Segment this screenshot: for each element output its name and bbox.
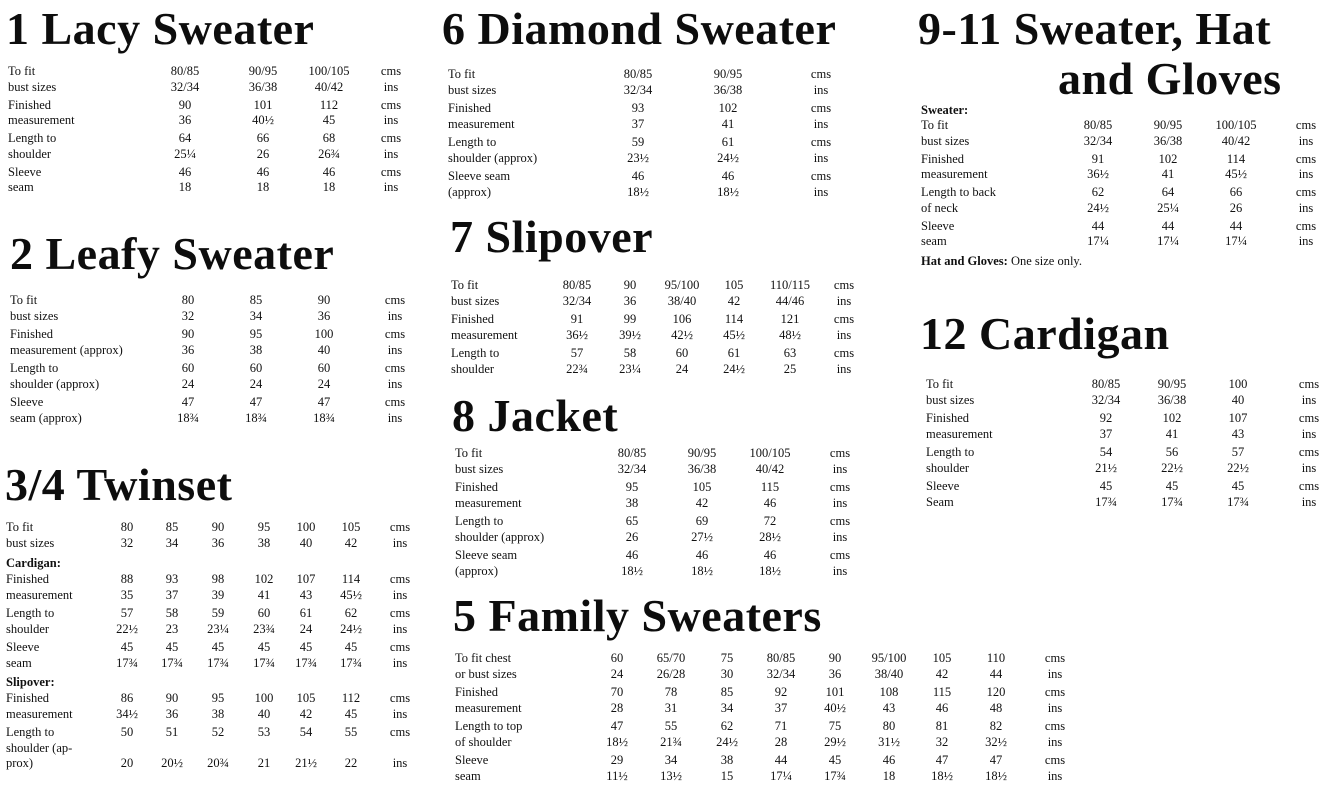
table-row <box>6 572 426 606</box>
size-value: 81 32 <box>935 719 949 749</box>
unit-label: cms ins <box>380 64 402 94</box>
size-value: 45 17¾ <box>116 640 138 670</box>
size-value: 78 31 <box>664 685 678 715</box>
size-value: 75 30 <box>720 651 734 681</box>
size-value: 46 18 <box>322 164 336 194</box>
table-row <box>921 118 1331 152</box>
size-value: 82 32½ <box>985 719 1007 749</box>
table-row <box>455 719 1085 753</box>
unit-label: cms ins <box>833 278 855 308</box>
unit-label: cms ins <box>384 327 406 357</box>
size-value: 66 26 <box>1229 185 1243 215</box>
size-value: 86 34½ <box>116 691 138 721</box>
section-6-title: 6 Diamond Sweater <box>442 3 837 54</box>
table-row <box>921 152 1331 186</box>
row-label: To fit bust sizes <box>10 293 59 323</box>
unit-label: cms ins <box>829 446 851 476</box>
size-value: 72 28½ <box>759 514 781 544</box>
size-value: 101 40½ <box>824 685 846 715</box>
row-label: To fit bust sizes <box>926 377 975 407</box>
size-value: 46 18½ <box>621 548 643 578</box>
section-12-title: 12 Cardigan <box>920 308 1170 359</box>
table-row <box>6 606 426 640</box>
unit-label: cms ins <box>810 101 832 131</box>
row-label: To fit bust sizes <box>921 118 970 148</box>
size-value: 47 18¾ <box>177 395 199 425</box>
unit-label: cms ins <box>1044 719 1066 749</box>
size-value: 61 24½ <box>723 346 745 376</box>
size-value: 45 17¾ <box>340 640 362 670</box>
size-value: 90/95 36/38 <box>687 446 717 476</box>
row-label: To fit bust sizes <box>455 446 504 476</box>
size-value: 61 24 <box>299 606 313 636</box>
row-label: Length to shoulder <box>8 131 57 161</box>
table-row <box>448 135 868 169</box>
size-value: 90/95 36/38 <box>1157 377 1187 407</box>
size-value: 114 45½ <box>723 312 745 342</box>
row-label: To fit chest or bust sizes <box>455 651 517 681</box>
size-value: 47 18¾ <box>245 395 267 425</box>
size-value: 90 36 <box>828 651 842 681</box>
size-value: 102 41 <box>1162 411 1182 441</box>
size-value: 60 24 <box>610 651 624 681</box>
size-value: 95/100 38/40 <box>664 278 700 308</box>
table-row <box>921 185 1331 219</box>
size-value: 95/100 38/40 <box>871 651 907 681</box>
unit-label: cms ins <box>1298 377 1320 407</box>
section-911-note-text: One size only. <box>1007 254 1082 268</box>
size-value: 60 23¾ <box>253 606 275 636</box>
size-value: 85 34 <box>249 293 263 323</box>
size-value: 45 17¾ <box>1161 479 1183 509</box>
row-label: Finished measurement <box>6 572 73 602</box>
size-value: 44 17¼ <box>770 753 792 783</box>
size-value: 105 42 <box>724 278 744 308</box>
size-value: 45 17¾ <box>824 753 846 783</box>
size-value: 93 37 <box>165 572 179 602</box>
size-value: 60 24 <box>317 361 331 391</box>
row-label: Finished measurement (approx) <box>10 327 123 357</box>
size-value: 115 46 <box>760 480 780 510</box>
table-row <box>448 67 868 101</box>
unit-label: cms ins <box>384 361 406 391</box>
size-value: 91 36½ <box>566 312 588 342</box>
table-row <box>10 327 420 361</box>
size-value: 112 45 <box>319 97 339 127</box>
section-7-title: 7 Slipover <box>450 211 654 262</box>
size-value: 66 26 <box>256 131 270 161</box>
section-911-note <box>921 254 1082 269</box>
size-value: 80 32 <box>120 520 134 550</box>
row-label: Length to shoulder <box>926 445 975 475</box>
unit-label: cms ins <box>380 97 402 127</box>
size-value: 44 17¼ <box>1157 218 1179 248</box>
table-row <box>448 101 868 135</box>
size-value: 90 36 <box>211 520 225 550</box>
size-value: 110 44 <box>986 651 1006 681</box>
table-row <box>8 131 408 165</box>
size-value: 90 36 <box>623 278 637 308</box>
size-value: 80/85 32/34 <box>766 651 796 681</box>
row-label: Sleeve seam <box>921 218 955 248</box>
size-value: 65/70 26/28 <box>656 651 686 681</box>
size-value: 46 18½ <box>691 548 713 578</box>
size-value: 60 24 <box>249 361 263 391</box>
row-label: Length to shoulder (approx) <box>10 361 100 391</box>
size-value: 91 36½ <box>1087 151 1109 181</box>
unit-label: cms ins <box>380 164 402 194</box>
table-row <box>8 98 408 132</box>
table-row <box>926 411 1336 445</box>
size-value: 108 43 <box>879 685 899 715</box>
section-1-title: 1 Lacy Sweater <box>6 3 315 54</box>
size-value: 54 21½ <box>295 725 317 770</box>
size-value: 52 20¾ <box>207 725 229 770</box>
size-value: 95 38 <box>625 480 639 510</box>
unit-label: cms ins <box>829 548 851 578</box>
row-label: Finished measurement <box>451 312 518 342</box>
unit-label: cms ins <box>389 691 411 721</box>
size-value: 47 18¾ <box>313 395 335 425</box>
table-row <box>451 346 871 380</box>
size-value: 38 15 <box>720 753 734 783</box>
size-value: 62 24½ <box>716 719 738 749</box>
size-value: 107 43 <box>1228 411 1248 441</box>
size-value: 80/85 32/34 <box>170 64 200 94</box>
size-value: 75 29½ <box>824 719 846 749</box>
size-value: 51 20½ <box>161 725 183 770</box>
size-value: 105 42 <box>341 520 361 550</box>
size-value: 80 31½ <box>878 719 900 749</box>
table-row <box>6 691 426 725</box>
row-label: To fit bust sizes <box>451 278 500 308</box>
size-value: 80/85 32/34 <box>617 446 647 476</box>
subsection-label: Slipover: <box>6 675 55 689</box>
size-value: 114 45½ <box>1225 151 1247 181</box>
row-label: Length to shoulder <box>451 346 500 376</box>
unit-label: cms ins <box>389 520 411 550</box>
section-911-title-line1: 9-11 Sweater, Hat <box>918 3 1272 54</box>
unit-label: cms ins <box>380 131 402 161</box>
size-value: 93 37 <box>631 101 645 131</box>
section-911-note-bold: Hat and Gloves: <box>921 254 1008 268</box>
table-row <box>6 725 426 770</box>
size-value: 92 37 <box>1099 411 1113 441</box>
table-row <box>10 361 420 395</box>
size-value: 100 40 <box>1228 377 1248 407</box>
size-value: 45 17¾ <box>207 640 229 670</box>
row-label: To fit bust sizes <box>8 64 57 94</box>
unit-label: cms ins <box>829 480 851 510</box>
size-value: 58 23¼ <box>619 346 641 376</box>
size-value: 47 18½ <box>985 753 1007 783</box>
size-value: 112 45 <box>341 691 361 721</box>
size-value: 106 42½ <box>671 312 693 342</box>
table-row <box>8 64 408 98</box>
unit-label: cms ins <box>1295 185 1317 215</box>
row-label: Sleeve seam <box>8 164 42 194</box>
size-value: 80/85 32/34 <box>623 67 653 97</box>
row-label: Sleeve Seam <box>926 479 960 509</box>
size-value: 57 22½ <box>116 606 138 636</box>
size-value: 68 26¾ <box>318 131 340 161</box>
size-value: 59 23½ <box>627 135 649 165</box>
unit-label: cms ins <box>1295 218 1317 248</box>
unit-label: cms ins <box>810 135 832 165</box>
unit-label: cms ins <box>833 312 855 342</box>
size-value: 64 25¼ <box>174 131 196 161</box>
size-value: 65 26 <box>625 514 639 544</box>
size-value: 99 39½ <box>619 312 641 342</box>
section-8-title: 8 Jacket <box>452 390 619 441</box>
size-value: 45 17¾ <box>1227 479 1249 509</box>
section-2-title: 2 Leafy Sweater <box>10 228 335 279</box>
size-value: 100/105 40/42 <box>1215 118 1257 148</box>
size-value: 56 22½ <box>1161 445 1183 475</box>
size-value: 57 22¾ <box>566 346 588 376</box>
unit-label: cms ins <box>389 606 411 636</box>
size-value: 105 42 <box>932 651 952 681</box>
table-row <box>6 640 426 674</box>
row-label: Sleeve seam (approx) <box>10 395 82 425</box>
size-value: 98 39 <box>211 572 225 602</box>
row-label: Finished measurement <box>448 101 515 131</box>
size-value: 80/85 32/34 <box>1091 377 1121 407</box>
row-label: Finished measurement <box>6 691 73 721</box>
row-label: Length to shoulder (approx) <box>448 135 538 165</box>
table-row <box>455 480 875 514</box>
size-value: 90/95 36/38 <box>248 64 278 94</box>
row-label: To fit bust sizes <box>6 520 55 550</box>
size-value: 69 27½ <box>691 514 713 544</box>
size-value: 102 41 <box>1158 151 1178 181</box>
size-value: 95 38 <box>257 520 271 550</box>
size-value: 90/95 36/38 <box>1153 118 1183 148</box>
unit-label: cms ins <box>829 514 851 544</box>
size-value: 95 38 <box>249 327 263 357</box>
row-label: Finished measurement <box>455 685 522 715</box>
row-label: Finished measurement <box>455 480 522 510</box>
unit-label: cms ins <box>1298 445 1320 475</box>
size-value: 63 25 <box>783 346 797 376</box>
unit-label: cms ins <box>389 640 411 670</box>
unit-label: cms ins <box>384 293 406 323</box>
size-value: 115 46 <box>932 685 952 715</box>
size-value: 47 18½ <box>931 753 953 783</box>
unit-label: cms ins <box>1298 479 1320 509</box>
size-value: 85 34 <box>165 520 179 550</box>
section-911-title-line2: and Gloves <box>1058 53 1282 104</box>
table-row <box>451 312 871 346</box>
row-label: Length to shoulder (approx) <box>455 514 545 544</box>
size-value: 46 18 <box>882 753 896 783</box>
size-value: 105 42 <box>296 691 316 721</box>
size-value: 100 40 <box>296 520 316 550</box>
row-label: Sleeve seam (approx) <box>455 548 518 578</box>
table-row <box>448 169 868 203</box>
row-label: Sleeve seam (approx) <box>448 169 511 199</box>
unit-label: cms ins <box>1044 685 1066 715</box>
row-label: Finished measurement <box>8 97 75 127</box>
row-label: Sleeve seam <box>6 640 40 670</box>
table-row <box>921 219 1331 253</box>
size-value: 59 23¼ <box>207 606 229 636</box>
size-value: 50 20 <box>120 725 134 770</box>
size-value: 90 36 <box>181 327 195 357</box>
table-row <box>926 479 1336 513</box>
size-value: 58 23 <box>165 606 179 636</box>
size-value: 100/105 40/42 <box>308 64 350 94</box>
unit-label: cms ins <box>1044 753 1066 783</box>
size-value: 57 22½ <box>1227 445 1249 475</box>
size-value: 55 21¾ <box>660 719 682 749</box>
size-value: 60 24 <box>675 346 689 376</box>
size-value: 80/85 32/34 <box>1083 118 1113 148</box>
size-value: 46 18 <box>256 164 270 194</box>
size-value: 85 34 <box>720 685 734 715</box>
size-value: 46 18½ <box>759 548 781 578</box>
size-value: 107 43 <box>296 572 316 602</box>
row-label: Length to shoulder <box>6 606 55 636</box>
size-value: 105 42 <box>692 480 712 510</box>
unit-label: cms ins <box>389 572 411 602</box>
table-row <box>455 548 875 582</box>
size-value: 46 18 <box>178 164 192 194</box>
unit-label: cms ins <box>384 395 406 425</box>
section-911-sweater-label: Sweater: <box>921 103 969 117</box>
size-value: 47 18½ <box>606 719 628 749</box>
table-row <box>455 753 1085 787</box>
unit-label: cms ins <box>1298 411 1320 441</box>
size-value: 64 25¼ <box>1157 185 1179 215</box>
size-value: 114 45½ <box>340 572 362 602</box>
size-value: 100/105 40/42 <box>749 446 791 476</box>
unit-label: cms ins <box>389 725 411 770</box>
size-value: 121 48½ <box>779 312 801 342</box>
size-value: 92 37 <box>774 685 788 715</box>
size-value: 88 35 <box>120 572 134 602</box>
size-value: 90 36 <box>165 691 179 721</box>
size-value: 46 18½ <box>627 169 649 199</box>
row-label: Length to top of shoulder <box>455 719 523 749</box>
table-row <box>455 514 875 548</box>
size-value: 44 17¼ <box>1225 218 1247 248</box>
size-value: 29 11½ <box>606 753 628 783</box>
size-value: 110/115 44/46 <box>769 278 811 308</box>
size-value: 44 17¼ <box>1087 218 1109 248</box>
size-value: 54 21½ <box>1095 445 1117 475</box>
size-value: 80 32 <box>181 293 195 323</box>
size-value: 45 17¾ <box>295 640 317 670</box>
size-value: 102 41 <box>718 101 738 131</box>
table-row <box>8 165 408 199</box>
table-row <box>10 293 420 327</box>
size-value: 71 28 <box>774 719 788 749</box>
table-row <box>6 520 426 556</box>
size-value: 95 38 <box>211 691 225 721</box>
size-value: 45 17¾ <box>1095 479 1117 509</box>
table-row <box>455 685 1085 719</box>
row-label: Length to shoulder (ap- prox) <box>6 725 73 770</box>
table-row <box>451 278 871 312</box>
size-value: 45 17¾ <box>161 640 183 670</box>
section-34-title: 3/4 Twinset <box>5 459 233 510</box>
size-value: 102 41 <box>254 572 274 602</box>
table-row <box>926 377 1336 411</box>
unit-label: cms ins <box>1295 118 1317 148</box>
row-label: Length to back of neck <box>921 185 996 215</box>
size-value: 101 40½ <box>252 97 274 127</box>
row-label: Sleeve seam <box>455 753 489 783</box>
size-value: 45 17¾ <box>253 640 275 670</box>
table-row <box>455 446 875 480</box>
size-value: 100 40 <box>254 691 274 721</box>
size-value: 46 18½ <box>717 169 739 199</box>
size-value: 53 21 <box>257 725 271 770</box>
size-value: 90/95 36/38 <box>713 67 743 97</box>
size-value: 70 28 <box>610 685 624 715</box>
unit-label: cms ins <box>1044 651 1066 681</box>
size-value: 60 24 <box>181 361 195 391</box>
table-row <box>455 651 1085 685</box>
section-5-title: 5 Family Sweaters <box>453 590 822 641</box>
unit-label: cms ins <box>810 67 832 97</box>
table-row <box>10 395 420 429</box>
row-label: To fit bust sizes <box>448 67 497 97</box>
size-value: 55 22 <box>344 725 358 770</box>
unit-label: cms ins <box>1295 151 1317 181</box>
table-row <box>926 445 1336 479</box>
row-label: Finished measurement <box>921 151 988 181</box>
unit-label: cms ins <box>810 169 832 199</box>
size-value: 34 13½ <box>660 753 682 783</box>
size-value: 61 24½ <box>717 135 739 165</box>
size-value: 62 24½ <box>340 606 362 636</box>
size-value: 120 48 <box>986 685 1006 715</box>
size-value: 62 24½ <box>1087 185 1109 215</box>
subsection-label: Cardigan: <box>6 556 61 570</box>
size-value: 90 36 <box>178 97 192 127</box>
size-value: 100 40 <box>314 327 334 357</box>
row-label: Finished measurement <box>926 411 993 441</box>
unit-label: cms ins <box>833 346 855 376</box>
size-value: 90 36 <box>317 293 331 323</box>
size-value: 80/85 32/34 <box>562 278 592 308</box>
